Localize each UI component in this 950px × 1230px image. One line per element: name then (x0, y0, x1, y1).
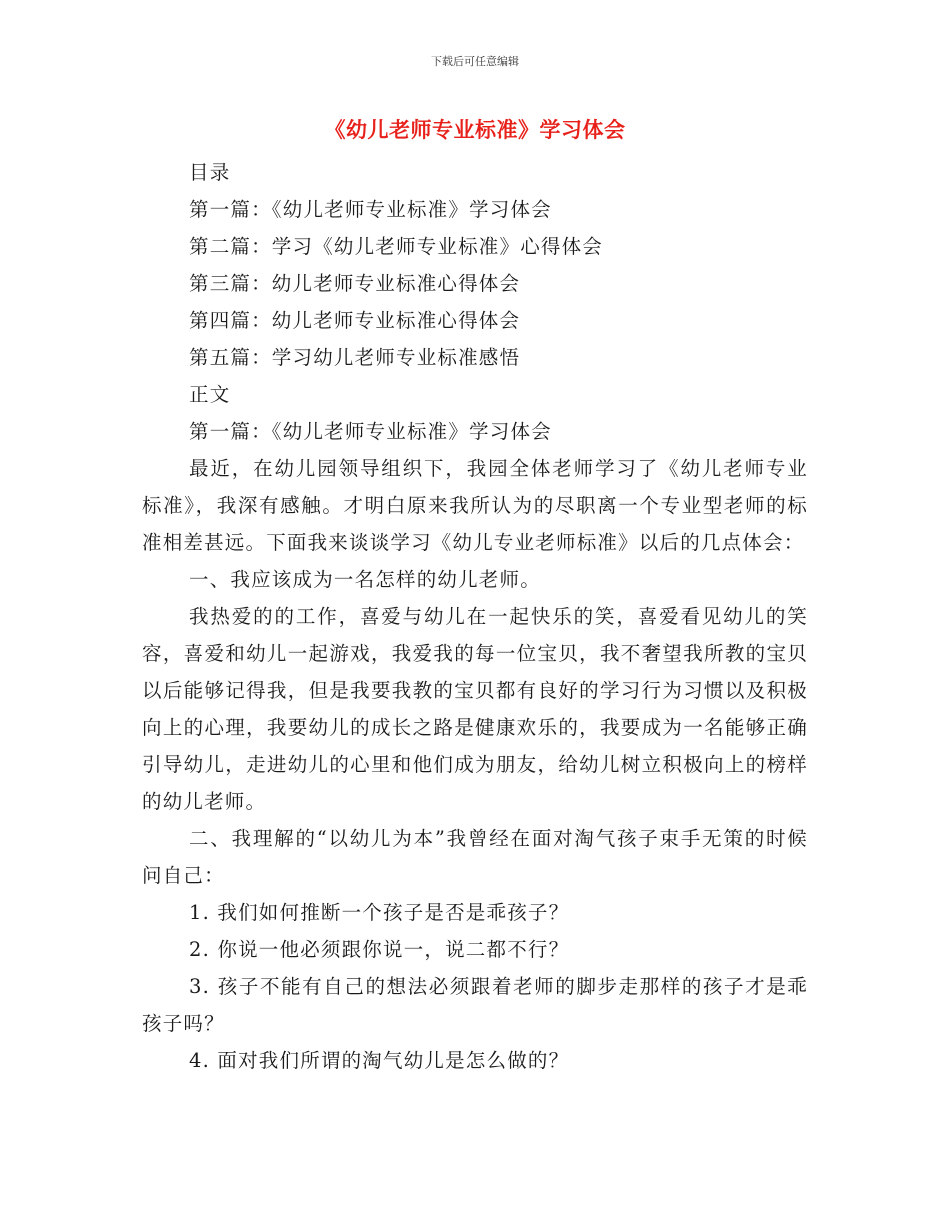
toc-item: 第一篇：《幼儿老师专业标准》学习体会 (189, 198, 552, 221)
paragraph: 我热爱的的工作，喜爱与幼儿在一起快乐的笑，喜爱看见幼儿的笑容，喜爱和幼儿一起游戏，我爱我的每一位宝贝，我不奢望我所教的宝贝以后能够记得我，但是我要我教的宝贝都有良好的学习行为习惯以及积极向上的心理，我要幼儿的成长之路是健康欢乐的，我要成为一名能够正确引导幼儿，走进幼儿的心里和他们成为朋友，给幼儿树立积极向上的榜样的幼儿老师。 (142, 605, 808, 813)
paragraph-heading: 一、我应该成为一名怎样的幼儿老师。 (189, 568, 541, 591)
toc-heading: 目录 (189, 161, 231, 184)
list-item: 2. 你说一他必须跟你说一，说二都不行？ (189, 938, 570, 961)
paragraph: 最近，在幼儿园领导组织下，我园全体老师学习了《幼儿老师专业标准》，我深有感触。才明白原来我所认为的尽职离一个专业型老师的标准相差甚远。下面我来谈谈学习《幼儿专业老师标准》以后的几点体会： (142, 457, 808, 554)
document-body (142, 154, 808, 1079)
body-heading: 正文 (189, 383, 231, 406)
section-title: 第一篇：《幼儿老师专业标准》学习体会 (189, 420, 552, 443)
list-item: 4. 面对我们所谓的淘气幼儿是怎么做的？ (189, 1049, 570, 1072)
toc-item: 第三篇：幼儿老师专业标准心得体会 (189, 272, 521, 295)
toc-item: 第五篇：学习幼儿老师专业标准感悟 (189, 346, 521, 369)
list-item: 1. 我们如何推断一个孩子是否是乖孩子？ (189, 901, 570, 924)
toc-item: 第二篇：学习《幼儿老师专业标准》心得体会 (189, 235, 604, 258)
document-title: 《幼儿老师专业标准》学习体会 (324, 118, 626, 142)
toc-item: 第四篇：幼儿老师专业标准心得体会 (189, 309, 521, 332)
paragraph-heading: 二、我理解的“以幼儿为本”我曾经在面对淘气孩子束手无策的时候问自己： (142, 827, 808, 887)
list-item: 3. 孩子不能有自己的想法必须跟着老师的脚步走那样的孩子才是乖孩子吗？ (142, 975, 808, 1035)
header-note: 下载后可任意编辑 (431, 55, 519, 68)
